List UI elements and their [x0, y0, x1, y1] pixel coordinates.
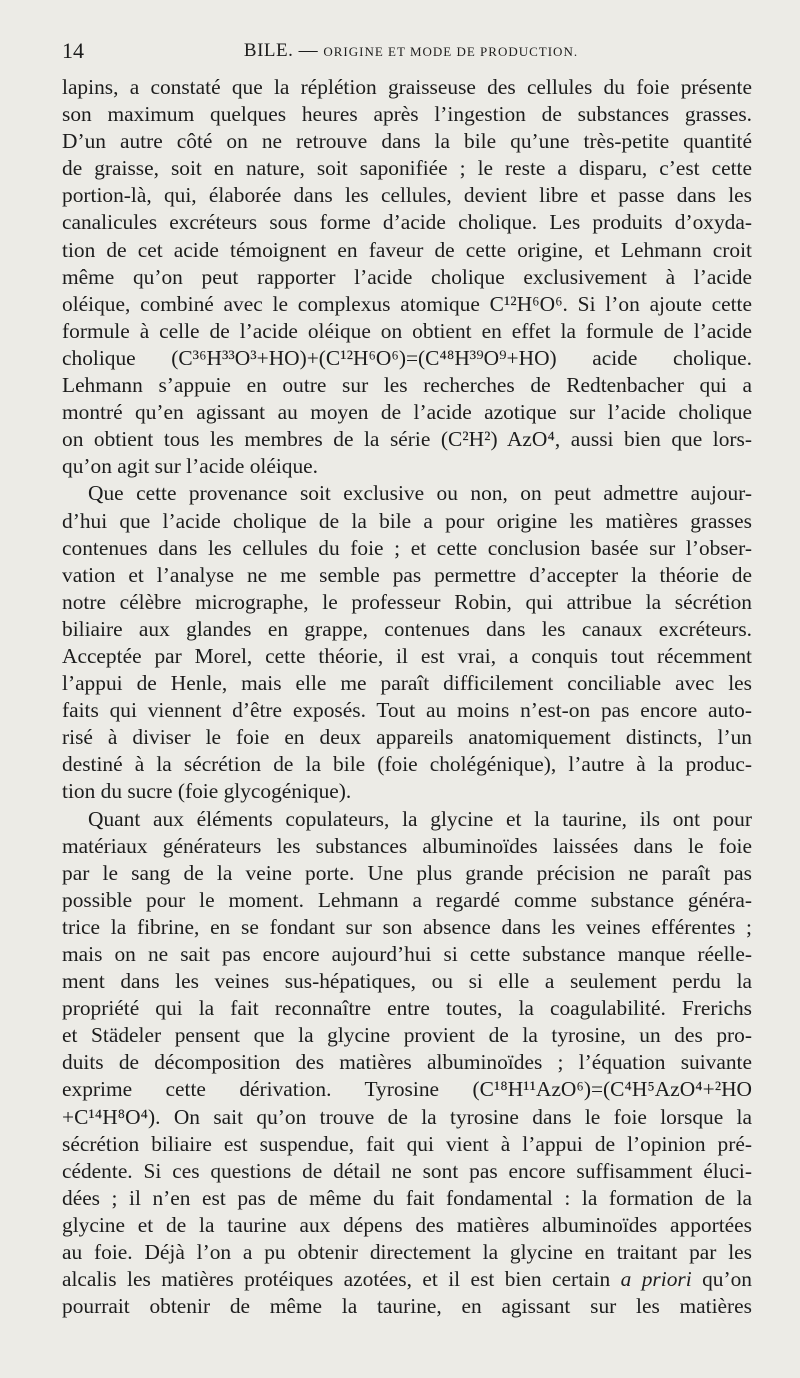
text-line: vation et l’analyse ne me semble pas permettre d’accepter la théorie de [62, 562, 752, 587]
text-segment: qu’on [702, 1267, 752, 1292]
text-line: faits qui viennent d’être exposés. Tout au moins n’est-on pas encore auto- [62, 698, 752, 723]
paragraph-3 [62, 806, 752, 1321]
text-line: notre célèbre micrographe, le professeur Robin, qui attribue la sécrétion [62, 589, 752, 614]
running-header [62, 38, 760, 68]
text-line: qu’on agit sur l’acide oléique. [62, 454, 319, 479]
formula-line: cholique (C³⁶H³³O³+HO)+(C¹²H⁶O⁶)=(C⁴⁸H³⁹O⁹+HO) acide cholique. [62, 345, 752, 370]
header-dash: — [298, 40, 319, 61]
text-line: montré qu’en agissant au moyen de l’acide azotique sur l’acide cholique [62, 400, 752, 425]
text-line: possible pour le moment. Lehmann a regardé comme substance généra- [62, 887, 752, 912]
text-line: D’un autre côté on ne retrouve dans la bile qu’une très-petite quantité [62, 129, 752, 154]
page-number: 14 [62, 38, 84, 63]
text-line: Quant aux éléments copulateurs, la glycine et la taurine, ils ont pour [88, 806, 752, 831]
text-line: au foie. Déjà l’on a pu obtenir directement la glycine en traitant par les [62, 1240, 752, 1265]
header-title: BILE. [243, 40, 294, 61]
text-line: propriété qui la fait reconnaître entre toutes, la coagulabilité. Frerichs [62, 996, 752, 1021]
text-line: Lehmann s’appuie en outre sur les recherches de Redtenbacher qui a [62, 373, 752, 398]
text-line: même qu’on peut rapporter l’acide cholique exclusivement à l’acide [62, 264, 752, 289]
formula-line: +C¹⁴H⁸O⁴). On sait qu’on trouve de la tyrosine dans le foie lorsque la [62, 1104, 752, 1129]
text-line: trice la fibrine, en se fondant sur son absence dans les veines efférentes ; [62, 914, 752, 939]
text-line: biliaire aux glandes en grappe, contenues dans les canaux excréteurs. [62, 616, 752, 641]
text-line: canalicules excréteurs sous forme d’acide cholique. Les produits d’oxyda- [62, 210, 752, 235]
text-line: Que cette provenance soit exclusive ou non, on peut admettre aujour- [88, 481, 752, 506]
text-line: lapins, a constaté que la réplétion graisseuse des cellules du foie présente [62, 75, 752, 99]
text-line: destiné à la sécrétion de la bile (foie cholégénique), l’autre à la produc- [62, 752, 752, 777]
italic-phrase: a priori [620, 1267, 692, 1292]
text-line: formule à celle de l’acide oléique on obtient en effet la formule de l’acide [62, 318, 752, 343]
header-subtitle: ORIGINE ET MODE DE PRODUCTION. [323, 44, 579, 59]
text-line: dées ; il n’en est pas de même du fait fondamental : la formation de la [62, 1185, 752, 1210]
paragraph-2 [62, 480, 752, 805]
text-line: portion-là, qui, élaborée dans les cellules, devient libre et passe dans les [62, 183, 752, 208]
text-line: glycine et de la taurine aux dépens des matières albuminoïdes apportées [62, 1212, 752, 1237]
body-text [62, 74, 752, 1320]
text-line: mais on ne sait pas encore aujourd’hui si cette substance manque réelle- [62, 942, 752, 966]
text-line: sécrétion biliaire est suspendue, fait qui vient à l’appui de l’opinion pré- [62, 1131, 752, 1156]
text-segment: alcalis les matières protéiques azotées, et il est bien certain [62, 1267, 611, 1292]
text-line: duits de décomposition des matières albuminoïdes ; l’équation suivante [62, 1050, 752, 1075]
text-line: oléique, combiné avec le complexus atomique C¹²H⁶O⁶. Si l’on ajoute cette [62, 291, 752, 316]
text-line: tion de cet acide témoignent en faveur de cette origine, et Lehmann croit [62, 237, 752, 262]
text-line: et Städeler pensent que la glycine provient de la tyrosine, un des pro- [62, 1023, 752, 1048]
running-title [62, 40, 760, 62]
text-line: par le sang de la veine porte. Une plus grande précision ne paraît pas [62, 860, 752, 885]
paragraph-1 [62, 74, 752, 480]
text-line: matériaux générateurs les substances albuminoïdes laissées dans le foie [62, 833, 752, 858]
text-line: d’hui que l’acide cholique de la bile a pour origine les matières grasses [62, 508, 752, 533]
text-line: son maximum quelques heures après l’ingestion de substances grasses. [62, 102, 752, 127]
text-line: contenues dans les cellules du foie ; et cette conclusion basée sur l’obser- [62, 535, 752, 560]
formula-line: exprime cette dérivation. Tyrosine (C¹⁸H¹¹AzO⁶)=(C⁴H⁵AzO⁴+²HO [62, 1077, 752, 1102]
text-line: de graisse, soit en nature, soit saponifiée ; le reste a disparu, c’est cette [62, 156, 752, 181]
text-line: l’appui de Henle, mais elle me paraît difficilement conciliable avec les [62, 671, 752, 696]
text-line: Acceptée par Morel, cette théorie, il est vrai, a conquis tout récemment [62, 643, 752, 668]
text-line: ment dans les veines sus-hépatiques, ou si elle a seulement perdu la [62, 969, 752, 994]
text-line: pourrait obtenir de même la taurine, en agissant sur les matières [62, 1294, 752, 1319]
text-line: cédente. Si ces questions de détail ne sont pas encore suffisamment éluci- [62, 1158, 752, 1183]
text-line: on obtient tous les membres de la série (C²H²) AzO⁴, aussi bien que lors- [62, 427, 752, 452]
text-line: tion du sucre (foie glycogénique). [62, 779, 352, 804]
text-line-with-italic [62, 1266, 752, 1293]
text-line: risé à diviser le foie en deux appareils anatomiquement distincts, l’un [62, 725, 752, 750]
